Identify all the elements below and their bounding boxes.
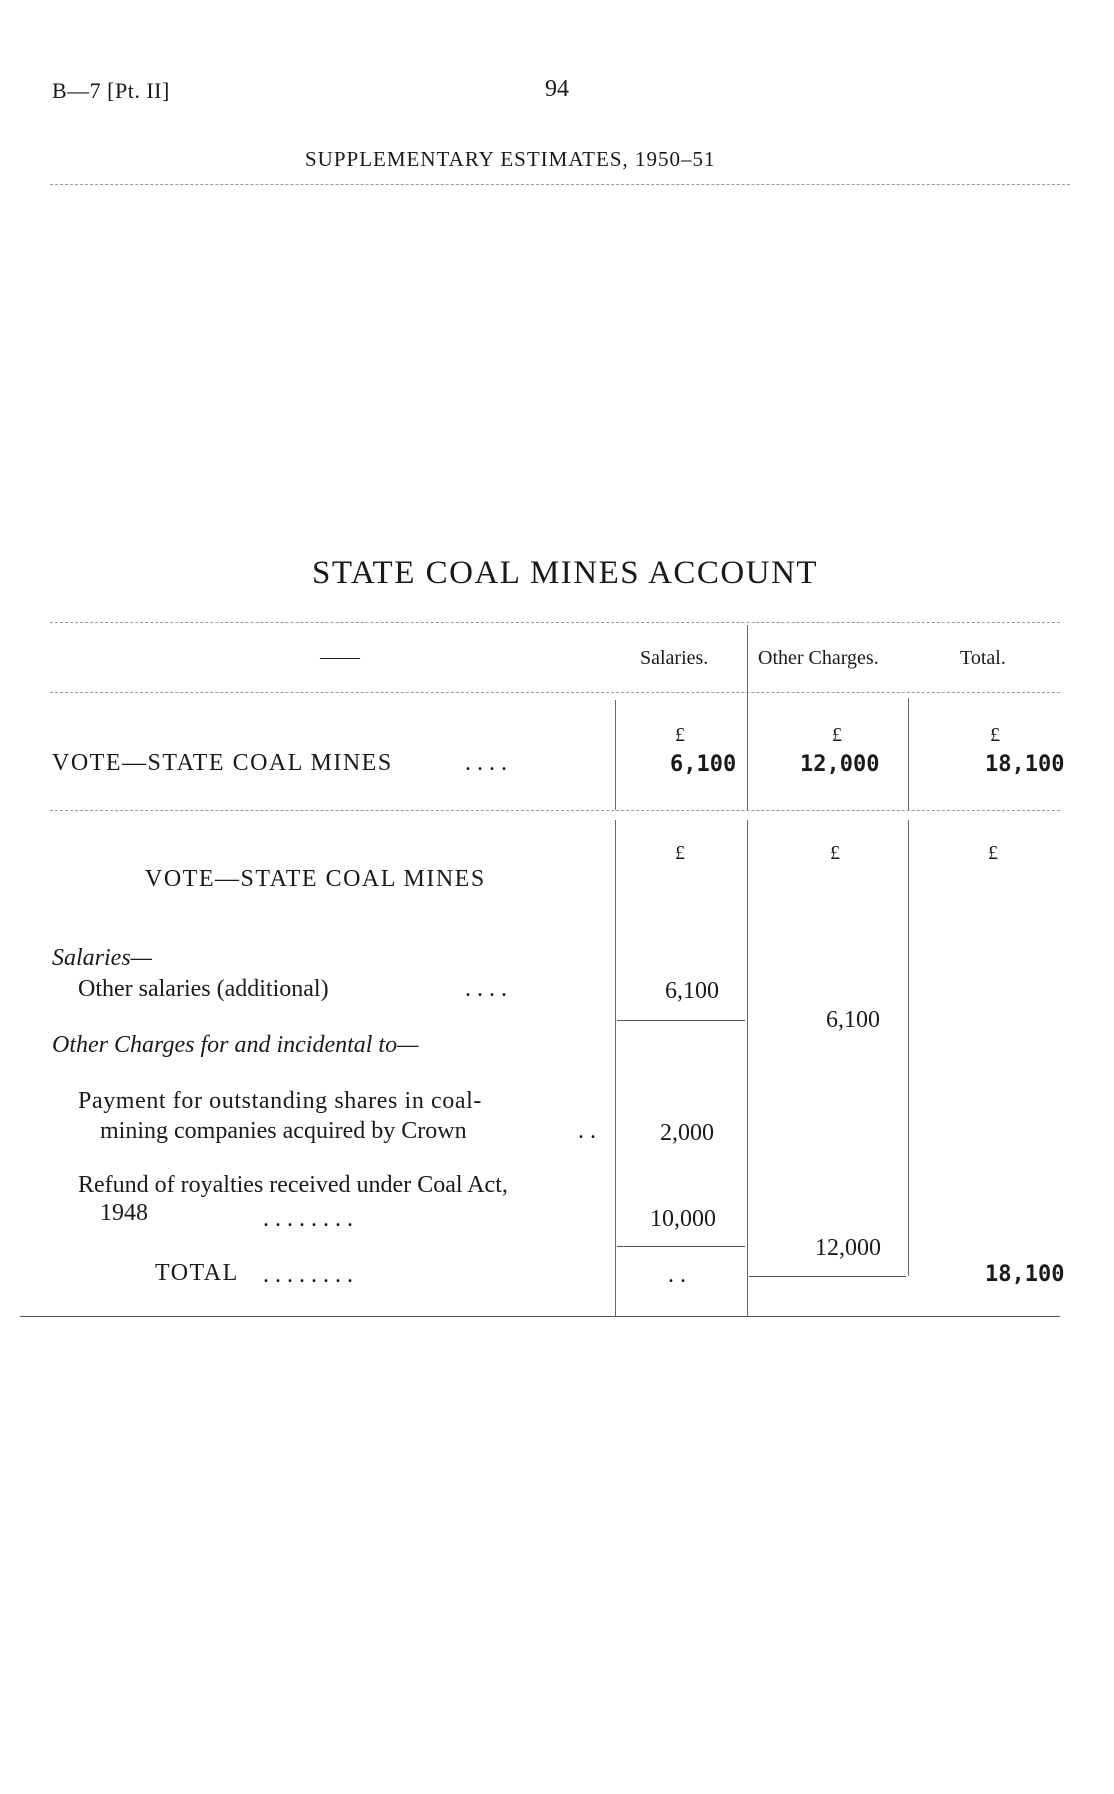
- other-charges-heading: Other Charges for and incidental to—: [52, 1032, 419, 1058]
- document-reference: B—7 [Pt. II]: [52, 78, 170, 103]
- col-sep-1a: [615, 700, 616, 810]
- salaries-column-header: Salaries.: [640, 647, 709, 669]
- payment-label-line2: mining companies acquired by Crown: [100, 1118, 467, 1144]
- other-charges-subtotal-rule: [617, 1246, 745, 1247]
- summary-currency-salaries: £: [675, 724, 685, 746]
- detail-currency-other: £: [830, 842, 840, 864]
- col-sep-3b: [908, 820, 909, 1276]
- summary-total-value: 18,100: [985, 752, 1065, 777]
- salaries-subtotal: 6,100: [826, 1007, 880, 1033]
- summary-salaries-value: 6,100: [670, 752, 737, 777]
- payment-value: 2,000: [660, 1120, 714, 1146]
- other-salaries-value: 6,100: [665, 978, 719, 1004]
- salaries-heading: Salaries—: [52, 945, 153, 971]
- summary-bottom-rule: [50, 810, 1060, 811]
- col-sep-3a: [908, 698, 909, 810]
- header-bottom-rule: [50, 692, 1060, 693]
- total-label: TOTAL: [155, 1260, 239, 1286]
- total-salaries-dots: . .: [668, 1262, 686, 1288]
- detail-currency-salaries: £: [675, 842, 685, 864]
- detail-currency-total: £: [988, 842, 998, 864]
- refund-dots: . . . . . . . .: [263, 1206, 353, 1232]
- other-salaries-dots: . . . .: [465, 976, 507, 1002]
- page-number: 94: [545, 76, 569, 102]
- total-dots: . . . . . . . .: [263, 1262, 353, 1288]
- col-sep-1b: [615, 820, 616, 1316]
- total-rule: [749, 1276, 906, 1277]
- other-salaries-label: Other salaries (additional): [78, 976, 329, 1002]
- summary-vote-label: VOTE—STATE COAL MINES: [52, 750, 393, 776]
- table-bottom-rule: [20, 1316, 1060, 1317]
- refund-value: 10,000: [650, 1206, 716, 1232]
- summary-dots: . . . .: [465, 750, 507, 776]
- summary-currency-total: £: [990, 724, 1000, 746]
- page-title: STATE COAL MINES ACCOUNT: [312, 555, 819, 591]
- payment-dots: . .: [578, 1118, 596, 1144]
- summary-other-charges-value: 12,000: [800, 752, 880, 777]
- col-sep-2b: [747, 820, 748, 1316]
- refund-label-line1: Refund of royalties received under Coal Act,: [78, 1172, 508, 1198]
- payment-label-line1: Payment for outstanding shares in coal-: [78, 1088, 482, 1114]
- table-top-rule: [50, 622, 1060, 623]
- other-charges-column-header: Other Charges.: [758, 647, 879, 669]
- col-sep-2a: [747, 625, 748, 810]
- first-column-dash: ——: [320, 646, 360, 668]
- summary-currency-other: £: [832, 724, 842, 746]
- grand-total: 18,100: [985, 1262, 1065, 1287]
- other-charges-subtotal: 12,000: [815, 1235, 881, 1261]
- header-rule: [50, 184, 1070, 185]
- total-column-header: Total.: [960, 647, 1006, 669]
- detail-vote-heading: VOTE—STATE COAL MINES: [145, 866, 486, 892]
- refund-label-line2: 1948: [100, 1200, 148, 1226]
- running-title: SUPPLEMENTARY ESTIMATES, 1950–51: [305, 147, 716, 171]
- salaries-subtotal-rule: [617, 1020, 745, 1021]
